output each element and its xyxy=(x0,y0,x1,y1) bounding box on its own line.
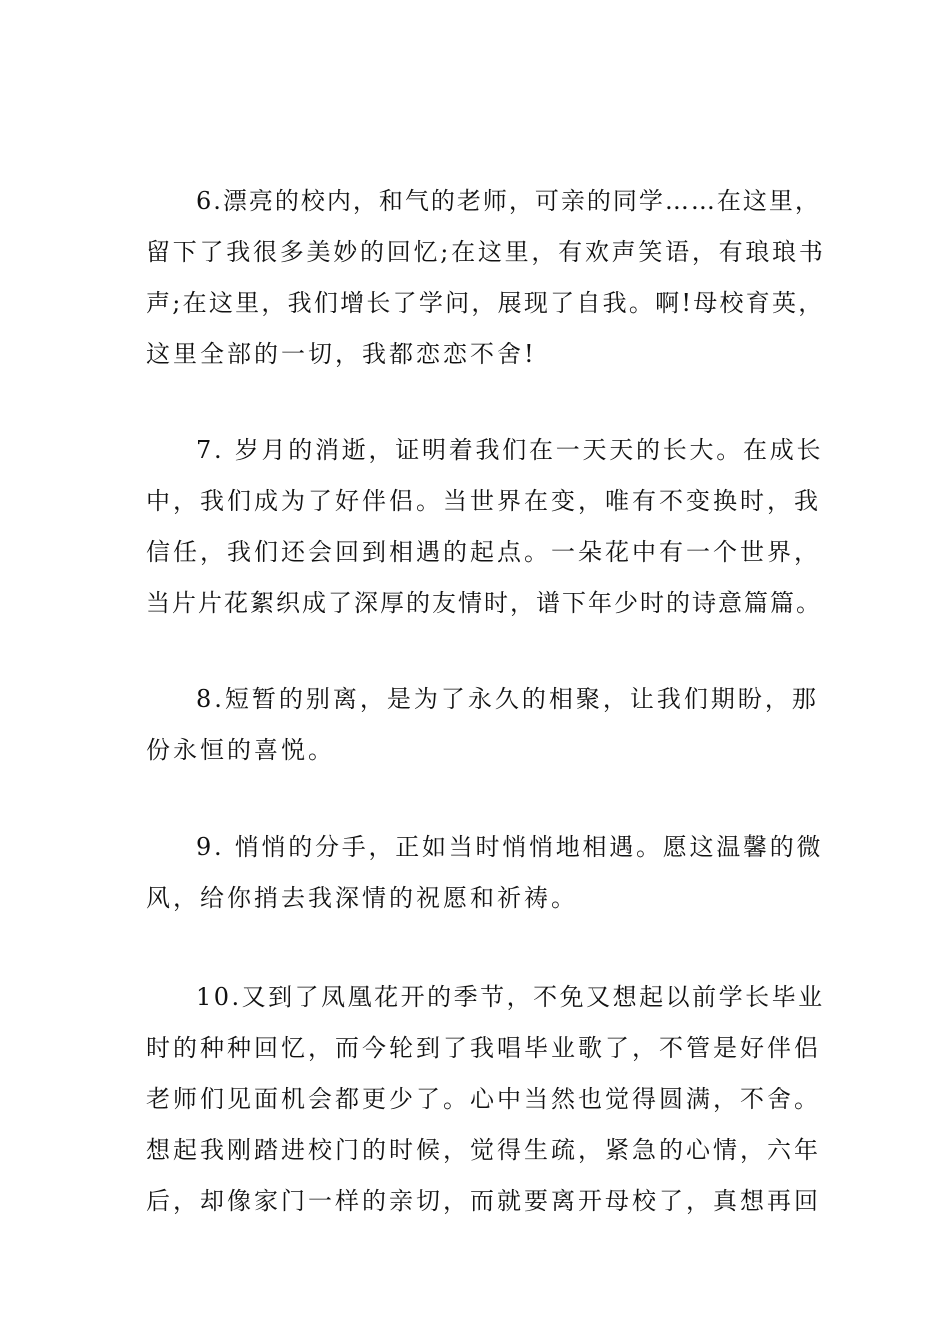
text-line: 时的种种回忆，而今轮到了我唱毕业歌了，不管是好伴侣 xyxy=(146,1034,821,1062)
text-line: 这里全部的一切，我都恋恋不舍! xyxy=(146,340,537,368)
text-line: 份永恒的喜悦。 xyxy=(146,736,335,764)
text-line: 风，给你捎去我深情的祝愿和祈祷。 xyxy=(146,884,578,912)
paragraph-6 xyxy=(146,176,826,380)
text-line: 6.漂亮的校内，和气的老师，可亲的同学……在这里， xyxy=(196,187,821,215)
text-line: 留下了我很多美妙的回忆;在这里，有欢声笑语，有琅琅书 xyxy=(146,238,826,266)
text-line: 8.短暂的别离，是为了永久的相聚，让我们期盼，那 xyxy=(196,685,819,713)
text-line: 中，我们成为了好伴侣。当世界在变，唯有不变换时，我 xyxy=(146,487,821,515)
text-line: 9. 悄悄的分手，正如当时悄悄地相遇。愿这温馨的微 xyxy=(196,833,824,861)
text-line: 信任，我们还会回到相遇的起点。一朵花中有一个世界， xyxy=(146,538,821,566)
text-line: 想起我刚踏进校门的时候，觉得生疏，紧急的心情，六年 xyxy=(146,1136,821,1164)
text-line: 10.又到了凤凰花开的季节，不免又想起以前学长毕业 xyxy=(196,983,825,1011)
paragraph-10 xyxy=(146,972,826,1227)
paragraph-7 xyxy=(146,425,826,629)
text-line: 声;在这里，我们增长了学问，展现了自我。啊!母校育英， xyxy=(146,289,825,317)
text-line: 7. 岁月的消逝，证明着我们在一天天的长大。在成长 xyxy=(196,436,824,464)
paragraph-8 xyxy=(146,674,826,776)
text-line: 老师们见面机会都更少了。心中当然也觉得圆满，不舍。 xyxy=(146,1085,821,1113)
text-line: 后，却像家门一样的亲切，而就要离开母校了，真想再回 xyxy=(146,1187,821,1215)
text-line: 当片片花絮织成了深厚的友情时，谱下年少时的诗意篇篇。 xyxy=(146,589,822,617)
paragraph-9 xyxy=(146,822,826,924)
